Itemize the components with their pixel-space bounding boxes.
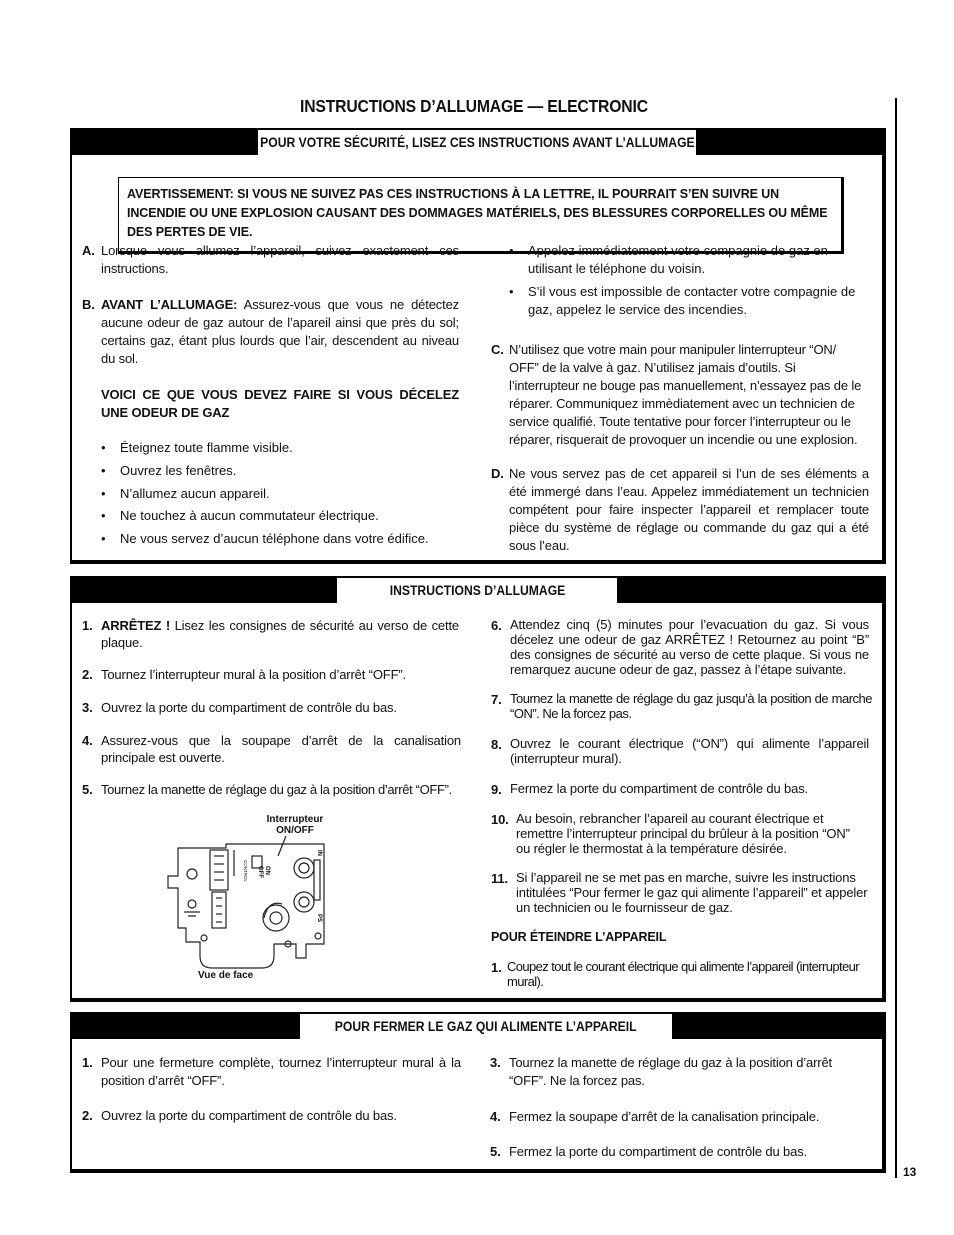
step-11-num: 11. bbox=[491, 871, 508, 886]
turn-off-1-num: 1. bbox=[491, 960, 502, 975]
item-b-lead: AVANT L’ALLUMAGE: bbox=[101, 297, 238, 312]
gas-valve-diagram bbox=[164, 836, 334, 976]
item-d-label: D. bbox=[491, 466, 504, 481]
step-7-num: 7. bbox=[491, 692, 502, 707]
diagram-control-text: CONTROL bbox=[243, 860, 248, 883]
bullet-fire-dept: • S’il vous est impossible de contacter votre compagnie de gaz, appelez le service des incendies. bbox=[528, 283, 870, 319]
gas-off-5-num: 5. bbox=[490, 1144, 501, 1159]
bullet-flame: • Éteignez toute flamme visible. bbox=[120, 439, 460, 457]
item-b bbox=[101, 296, 459, 368]
step-2-text: Tournez l’interrupteur mural à la position d’arrêt “OFF”. bbox=[101, 667, 407, 682]
page-number: 13 bbox=[903, 1165, 917, 1179]
step-10-text: Au besoin, rebrancher l’apareil au courant électrique et remettre l’interrupteur principal du brûleur à la position “ON” ou régler le thermostat à la température désirée. bbox=[516, 811, 850, 856]
lighting-panel bbox=[70, 576, 886, 1002]
step-5-text: Tournez la manette de réglage du gaz à la position d’arrêt “OFF”. bbox=[101, 782, 452, 797]
step-11-text: Si l’appareil ne se met pas en marche, suivre les instructions intitulées “Pour fermer le gaz qui alimente l’appareil” et appeler un technicien ou le fournisseur de gaz. bbox=[516, 870, 868, 915]
step-1-lead: ARRÊTEZ ! bbox=[101, 618, 171, 633]
step-3-num: 3. bbox=[82, 700, 93, 715]
turn-off-heading: POUR ÉTEINDRE L’APPAREIL bbox=[491, 930, 667, 944]
step-10-num: 10. bbox=[491, 812, 509, 827]
safety-panel bbox=[70, 128, 886, 564]
gas-off-1-text: Pour une fermeture complète, tournez l’interrupteur mural à la position d’arrêt “OFF”. bbox=[101, 1055, 461, 1088]
gas-off-4-text: Fermez la soupape d’arrêt de la canalisation principale. bbox=[509, 1109, 820, 1124]
diagram-in-text: IN bbox=[316, 850, 322, 856]
safety-header: POUR VOTRE SÉCURITÉ, LISEZ CES INSTRUCTIONS AVANT L’ALLUMAGE bbox=[258, 130, 696, 155]
front-view-label: Vue de face bbox=[198, 970, 254, 981]
gas-off-3-num: 3. bbox=[490, 1055, 501, 1070]
lighting-header: INSTRUCTIONS D’ALLUMAGE bbox=[337, 578, 617, 603]
step-8-num: 8. bbox=[491, 737, 502, 752]
step-9-num: 9. bbox=[491, 782, 502, 797]
step-1 bbox=[101, 617, 459, 651]
gas-off-header: POUR FERMER LE GAZ QUI ALIMENTE L’APPAREIL bbox=[300, 1014, 672, 1039]
bullet-appliance: • N’allumez aucun appareil. bbox=[120, 485, 460, 503]
gas-off-2-text: Ouvrez la porte du compartiment de contrôle du bas. bbox=[101, 1108, 397, 1123]
warning-box: AVERTISSEMENT: SI VOUS NE SUIVEZ PAS CES INSTRUCTIONS À LA LETTRE, IL POURRAIT S’EN SUIVRE UN INCENDIE OU UNE EXPLOSION CAUSANT DES DOMMAGES MATÉRIELS, DES BLESSURES CORPORELLES OU MÊME DES PERTES DE VIE. bbox=[118, 177, 844, 254]
step-7-text: Tournez la manette de réglage du gaz jusqu’à la position de marche “ON”. Ne la forcez pas. bbox=[510, 691, 872, 721]
diagram-ps-text: PS bbox=[316, 914, 322, 923]
step-3-text: Ouvrez la porte du compartiment de contrôle du bas. bbox=[101, 700, 397, 715]
item-a-label: A. bbox=[82, 243, 95, 258]
step-4-num: 4. bbox=[82, 733, 93, 748]
turn-off-1-text: Coupez tout le courant électrique qui alimente l’appareil (interrupteur mural). bbox=[507, 959, 859, 989]
step-1-text: Lisez les consignes de sécurité au verso de cette plaque. bbox=[101, 618, 459, 650]
bullet-call-gas: • Appelez immédiatement votre compagnie de gaz en utilisant le téléphone du voisin. bbox=[528, 242, 870, 278]
margin-rule bbox=[895, 98, 897, 1178]
item-b-text: Assurez-vous que vous ne détectez aucune odeur de gaz autour de l’apareil ainsi que près du sol; certains gaz, étant plus lourds que l’air, descendent au niveau du sol. bbox=[101, 297, 460, 366]
page-title: INSTRUCTIONS D’ALLUMAGE — ELECTRONIC bbox=[300, 96, 648, 116]
switch-label-line-1: Interrupteur bbox=[266, 814, 324, 825]
step-6-text: Attendez cinq (5) minutes pour l’evacuation du gaz. Si vous décelez une odeur de gaz ARRÊTEZ ! Retournez au point “B” des consignes de sécurité au verso de cette plaque. Si vous ne remarquez aucune odeur de gaz, passez à l’étape suivante. bbox=[510, 617, 869, 677]
step-6-num: 6. bbox=[491, 618, 502, 633]
item-c-label: C. bbox=[491, 342, 504, 357]
bullet-switch: • Ne touchez à aucun commutateur électrique. bbox=[120, 507, 460, 525]
gas-off-3-text: Tournez la manette de réglage du gaz à la position d’arrêt “OFF”. Ne la forcez pas. bbox=[509, 1055, 833, 1088]
item-a-text: Lorsque vous allumez l’appareil, suivez exactement ces instructions. bbox=[101, 243, 459, 276]
item-c-text: N’utilisez que votre main pour manipuler linterrupteur “ON/ OFF” de la valve à gaz. N’utilisez jamais d’outils. Si l’interrupteur ne bouge pas manuellement, n’essayez pas de le réparer. Communiquez immèdiatement avec un technicien de service qualifié. Toute tentative pour forcer l’interrupteur ou le réparer, risquerait de provoquer un incendie ou une explosion. bbox=[509, 342, 862, 447]
step-9-text: Fermez la porte du compartiment de contrôle du bas. bbox=[510, 781, 809, 796]
gas-off-5-text: Fermez la porte du compartiment de contrôle du bas. bbox=[509, 1144, 808, 1159]
gas-off-panel bbox=[70, 1012, 886, 1173]
step-4-text: Assurez-vous que la soupape d’arrêt de la canalisation principale est ouverte. bbox=[101, 733, 461, 765]
bullet-phone: • Ne vous servez d’aucun téléphone dans votre édifice. bbox=[120, 530, 460, 548]
diagram-off-text: OFF bbox=[257, 866, 263, 878]
gas-off-2-num: 2. bbox=[82, 1108, 93, 1123]
item-b-label: B. bbox=[82, 297, 95, 312]
step-8-text: Ouvrez le courant électrique (“ON”) qui alimente l’appareil (interrupteur mural). bbox=[510, 736, 869, 766]
gas-off-4-num: 4. bbox=[490, 1109, 501, 1124]
step-1-num: 1. bbox=[82, 618, 93, 633]
gas-off-1-num: 1. bbox=[82, 1055, 93, 1070]
diagram-on-text: ON bbox=[264, 866, 270, 875]
bullet-windows: • Ouvrez les fenêtres. bbox=[120, 462, 460, 480]
step-2-num: 2. bbox=[82, 667, 93, 682]
item-d-text: Ne vous servez pas de cet appareil si l’un de ses éléments a été immergé dans l’eau. Appelez immédiatement un technicien compétent pour faire inspecter l’appareil et remplacer toute pièce du système de réglage ou commande du gaz qui a été sous l’eau. bbox=[509, 466, 869, 553]
switch-label bbox=[250, 814, 340, 836]
smell-heading: VOICI CE QUE VOUS DEVEZ FAIRE SI VOUS DÉCELEZ UNE ODEUR DE GAZ bbox=[101, 387, 459, 420]
step-5-num: 5. bbox=[82, 782, 93, 797]
switch-label-line-2: ON/OFF bbox=[276, 825, 314, 836]
